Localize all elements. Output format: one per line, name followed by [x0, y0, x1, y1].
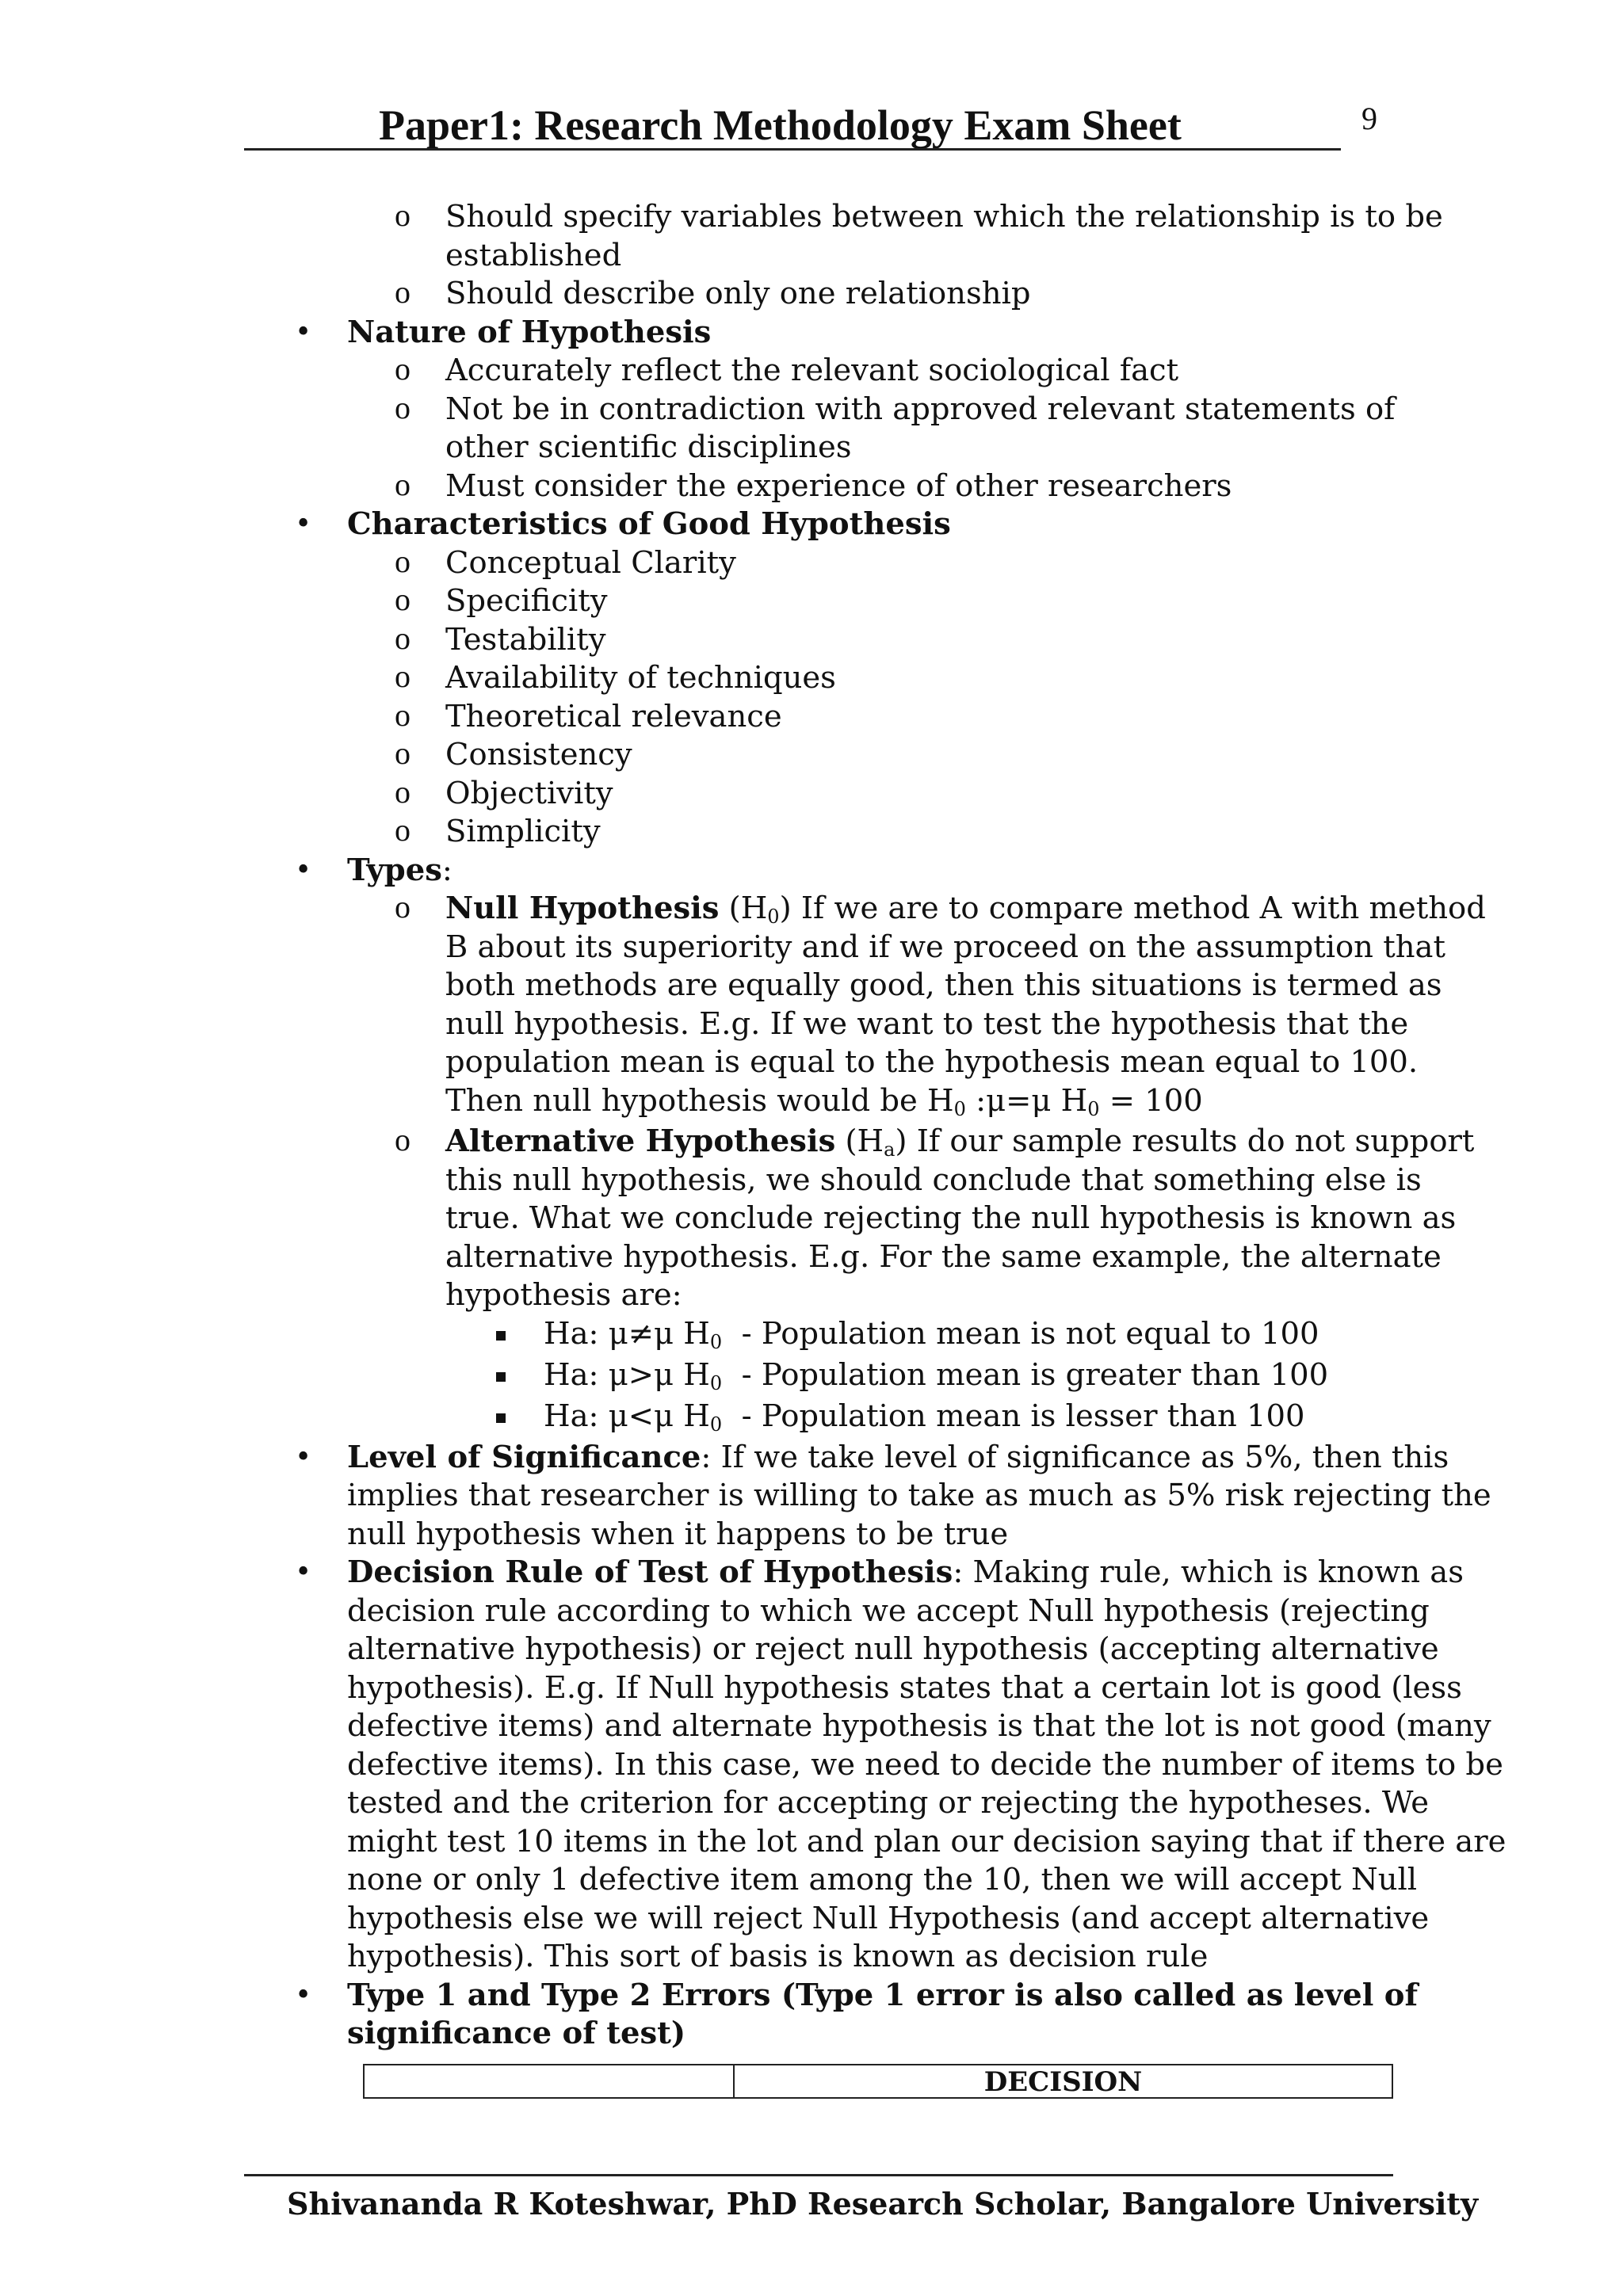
paragraph-line: implies that researcher is willing to take as much as 5% risk rejecting the: [347, 1478, 1491, 1513]
circle-bullet-icon: o: [395, 735, 411, 771]
circle-bullet-icon: o: [395, 543, 411, 579]
paragraph-line: null hypothesis. E.g. If we want to test the hypothesis that the: [445, 1005, 1409, 1042]
circle-bullet-icon: o: [395, 696, 411, 733]
alternative-case-item: Ha: μ<μ $H_0$ - Population mean is lesser than 100: [0, 1398, 1623, 1439]
circle-bullet-icon: o: [395, 351, 411, 387]
circle-bullet-icon: o: [395, 812, 411, 848]
paragraph-line: both methods are equally good, then this situations is termed as: [445, 967, 1442, 1003]
paragraph-line: true. What we conclude rejecting the null hypothesis is known as: [445, 1200, 1457, 1236]
paragraph-line: none or only 1 defective item among the 10, then we will accept Null: [347, 1862, 1418, 1897]
section-errors: • Type 1 and Type 2 Errors (Type 1 error is also called as level of: [0, 1977, 1623, 2016]
section-decision-rule: • Decision Rule of Test of Hypothesis: Making rule, which is known as: [0, 1554, 1623, 1592]
alternative-case-item: Ha: μ≠μ $H_0$ - Population mean is not equal to 100: [0, 1315, 1623, 1356]
page-title: Paper1: Research Methodology Exam Sheet: [379, 101, 1182, 149]
list-item: o Accurately reflect the relevant sociological fact: [395, 351, 1179, 388]
section-significance: • Level of Significance: If we take level of significance as 5%, then this: [0, 1439, 1623, 1478]
paragraph-line: hypothesis else we will reject Null Hypothesis (and accept alternative: [347, 1900, 1430, 1936]
list-item: o Consistency: [395, 735, 632, 772]
bullet-icon: •: [295, 853, 312, 887]
paragraph-line: this null hypothesis, we should conclude that something else is: [445, 1161, 1422, 1198]
section-characteristics-heading: • Characteristics of Good Hypothesis: [0, 505, 1623, 544]
circle-bullet-icon: o: [395, 389, 411, 425]
circle-bullet-icon: o: [395, 197, 411, 233]
decision-table: [363, 2064, 1393, 2099]
circle-bullet-icon: o: [395, 773, 411, 810]
footer-divider: [244, 2174, 1393, 2176]
paragraph-line: tested and the criterion for accepting or rejecting the hypotheses. We: [347, 1785, 1430, 1821]
bullet-icon: •: [295, 1556, 312, 1589]
circle-bullet-icon: o: [395, 889, 411, 925]
paragraph-line: defective items) and alternate hypothesis is that the lot is not good (many: [347, 1708, 1491, 1744]
section-types-heading: • Types:: [0, 852, 1623, 891]
circle-bullet-icon: o: [395, 620, 411, 656]
list-item: o Simplicity: [395, 812, 601, 849]
paragraph-line: decision rule according to which we accept Null hypothesis (rejecting: [347, 1592, 1430, 1629]
circle-bullet-icon: o: [395, 658, 411, 694]
null-hypothesis-line: o Null Hypothesis $(H_0)$ If we are to compare method A with method: [395, 889, 1486, 928]
alternative-hypothesis-line: o Alternative Hypothesis $(H_a)$ If our sample results do not support: [395, 1122, 1475, 1161]
paragraph-line: might test 10 items in the lot and plan our decision saying that if there are: [347, 1823, 1507, 1859]
paragraph-line: population mean is equal to the hypothesis mean equal to 100.: [445, 1044, 1419, 1080]
paragraph-line: significance of test): [347, 2016, 686, 2051]
bullet-icon: •: [295, 508, 312, 540]
section-nature-heading: • Nature of Hypothesis: [0, 314, 1623, 353]
paragraph-line: null hypothesis when it happens to be true: [347, 1516, 1009, 1552]
square-bullet-icon: [496, 1413, 506, 1423]
circle-bullet-icon: o: [395, 1122, 411, 1158]
paragraph-line: hypothesis). E.g. If Null hypothesis states that a certain lot is good (less: [347, 1669, 1462, 1706]
circle-bullet-icon: o: [395, 582, 411, 617]
list-item: o Objectivity: [395, 773, 613, 811]
list-item: o Conceptual Clarity: [395, 543, 736, 581]
paragraph-line: hypothesis). This sort of basis is known as decision rule: [347, 1939, 1209, 1974]
header-divider: [244, 148, 1341, 151]
list-item: o Should describe only one relationship: [395, 274, 1031, 311]
list-item: o Must consider the experience of other researchers: [395, 466, 1232, 504]
page-number: 9: [1361, 101, 1377, 136]
paragraph-line: defective items). In this case, we need to decide the number of items to be: [347, 1746, 1503, 1783]
square-bullet-icon: [496, 1372, 506, 1382]
alternative-case-item: Ha: μ>μ $H_0$ - Population mean is greater than 100: [0, 1356, 1623, 1398]
document-body: [0, 198, 1623, 2054]
list-item: o Not be in contradiction with approved relevant statements of: [395, 389, 1396, 427]
paragraph-line: hypothesis are:: [445, 1277, 682, 1313]
list-item: o Theoretical relevance: [395, 696, 782, 734]
paragraph-line: B about its superiority and if we proceed on the assumption that: [445, 929, 1445, 965]
table-header-cell-decision: DECISION: [983, 2066, 1143, 2098]
list-item: o Availability of techniques: [395, 658, 836, 696]
bullet-icon: •: [295, 1978, 312, 2012]
bullet-icon: •: [295, 1440, 312, 1474]
paragraph-line: Then null hypothesis would be $H_0$ :μ=μ $H_0 = 100$: [445, 1082, 1203, 1120]
list-item: o Testability: [395, 620, 606, 658]
paragraph-line: alternative hypothesis. E.g. For the same example, the alternate: [445, 1238, 1442, 1275]
list-item: o Should specify variables between which the relationship is to be: [395, 197, 1443, 235]
list-item-continuation: established: [445, 237, 622, 273]
circle-bullet-icon: o: [395, 466, 411, 502]
footer-author: Shivananda R Koteshwar, PhD Research Scholar, Bangalore University: [287, 2186, 1479, 2222]
bullet-icon: •: [295, 315, 312, 349]
circle-bullet-icon: o: [395, 274, 411, 310]
list-item: o Specificity: [395, 582, 608, 619]
list-item-continuation: other scientific disciplines: [445, 429, 852, 465]
square-bullet-icon: [496, 1331, 506, 1341]
table-header-cell-empty: [365, 2065, 735, 2097]
paragraph-line: alternative hypothesis) or reject null hypothesis (accepting alternative: [347, 1631, 1439, 1667]
